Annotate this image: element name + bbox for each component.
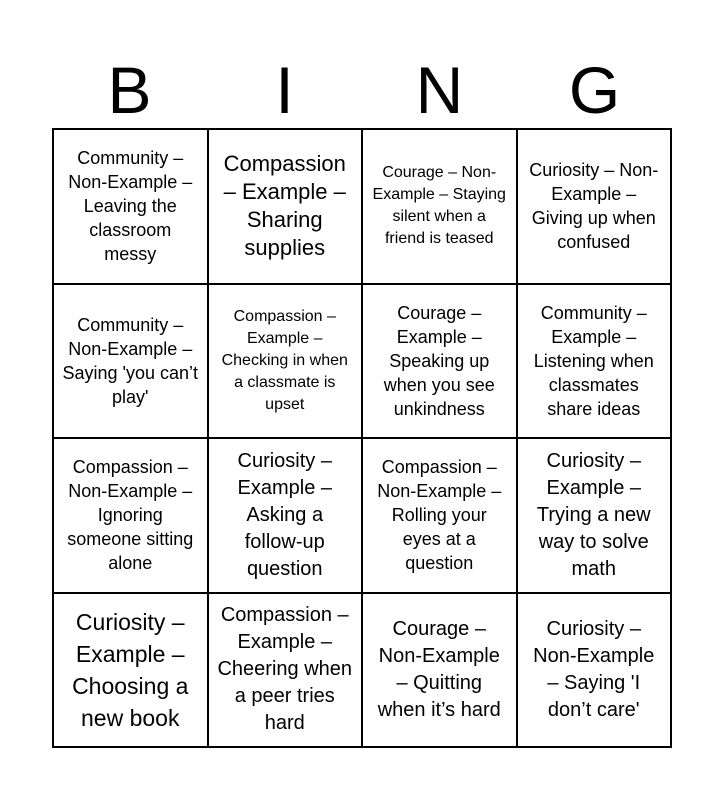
- cell-text: Curiosity – Example – Choosing a new book: [72, 608, 189, 731]
- bingo-cell[interactable]: [517, 438, 672, 593]
- bingo-cell[interactable]: [362, 593, 517, 748]
- cell-text: Compassion – Non-Example – Rolling your eyes at a question: [377, 457, 502, 574]
- cell-text: Courage – Non-Example – Quitting when it’s hard: [377, 617, 501, 721]
- bingo-title: [52, 52, 672, 128]
- bingo-cell[interactable]: [517, 129, 672, 284]
- cell-text: Compassion – Non-Example – Ignoring someone sitting alone: [67, 457, 194, 574]
- cell-text: Courage – Non-Example – Staying silent when a friend is teased: [372, 164, 506, 248]
- title-letter-b: B: [107, 53, 152, 127]
- cell-text: Compassion – Example – Cheering when a peer tries hard: [217, 604, 353, 735]
- bingo-board: [52, 128, 672, 748]
- bingo-cell[interactable]: [208, 284, 363, 439]
- bingo-cell[interactable]: [53, 284, 208, 439]
- bingo-cell[interactable]: [362, 284, 517, 439]
- cell-text: Compassion – Example – Checking in when a classmate is upset: [221, 307, 348, 413]
- title-letter-n: N: [415, 53, 464, 127]
- cell-text: Community – Example – Listening when classmates share ideas: [533, 302, 654, 419]
- bingo-cell[interactable]: [517, 284, 672, 439]
- bingo-cell[interactable]: [208, 438, 363, 593]
- cell-text: Courage – Example – Speaking up when you see unkindness: [383, 302, 495, 419]
- bingo-cell[interactable]: [53, 593, 208, 748]
- bingo-cell[interactable]: [208, 129, 363, 284]
- title-letter-g: G: [568, 53, 621, 127]
- title-letter-i: I: [275, 53, 294, 127]
- bingo-cell[interactable]: [517, 593, 672, 748]
- bingo-cell[interactable]: [53, 438, 208, 593]
- cell-text: Curiosity – Non-Example – Saying 'I don’t care': [533, 617, 655, 721]
- bingo-cell[interactable]: [53, 129, 208, 284]
- cell-text: Curiosity – Non-Example – Giving up when confused: [529, 160, 659, 253]
- bingo-cell[interactable]: [362, 438, 517, 593]
- bingo-cell[interactable]: [362, 129, 517, 284]
- cell-text: Compassion – Example – Sharing supplies: [223, 151, 346, 261]
- cell-text: Curiosity – Example – Trying a new way to solve math: [536, 449, 651, 580]
- cell-text: Community – Non-Example – Leaving the classroom messy: [68, 148, 193, 265]
- cell-text: Community – Non-Example – Saying 'you can’t play': [62, 314, 199, 407]
- cell-text: Curiosity – Example – Asking a follow-up question: [237, 449, 332, 580]
- bingo-cell[interactable]: [208, 593, 363, 748]
